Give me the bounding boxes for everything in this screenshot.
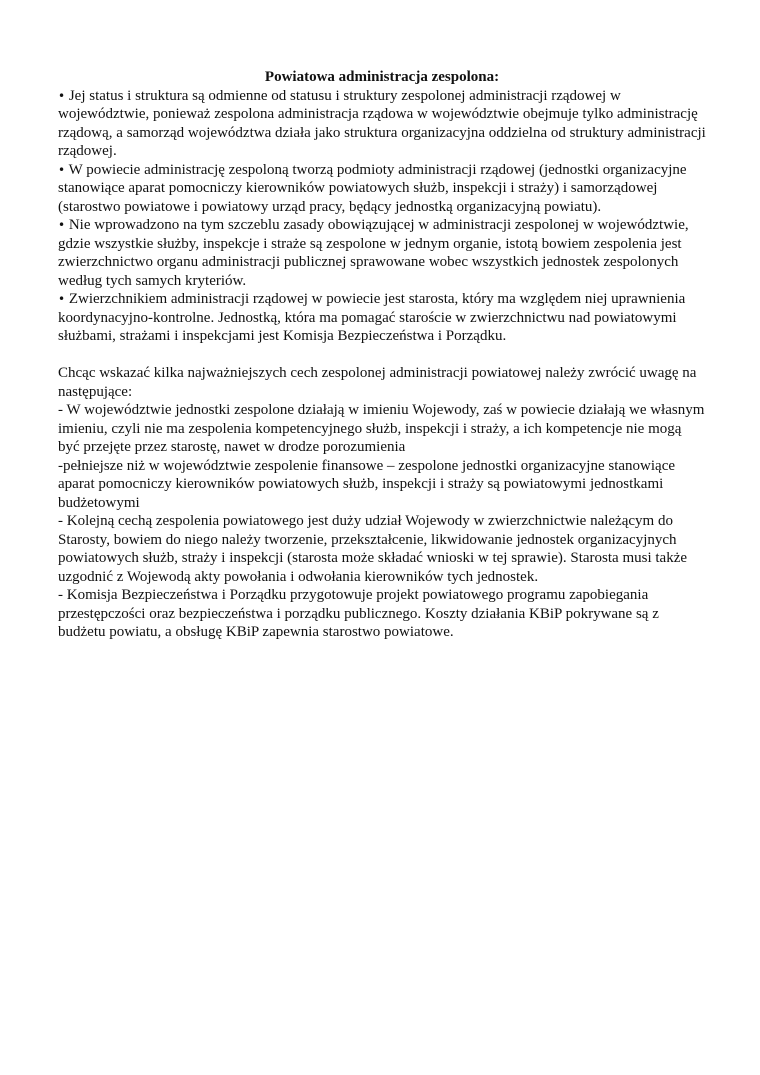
bullet-text: W powiecie administrację zespoloną tworzą podmioty administracji rządowej (jednostki organizacyjne stanowiące aparat pomocniczy kierowników powiatowych służb, inspekcji i straży) i samorządowej (starostwo powiatowe i powiatowy urząd pracy, będący jednostką organizacyjną powiatu). xyxy=(58,161,687,215)
bullet-icon: • xyxy=(58,292,66,306)
bullet-icon: • xyxy=(58,162,66,177)
bullet-icon: • xyxy=(58,88,66,103)
bullet-paragraph xyxy=(58,161,706,217)
bullet-paragraph xyxy=(58,87,706,161)
point-paragraph: -pełniejsze niż w województwie zespolenie finansowe – zespolone jednostki organizacyjne stanowiące aparat pomocniczy kierowników powiatowych służb, inspekcji i straży są powiatowymi jednostkami budżetowymi xyxy=(58,457,676,511)
point-paragraph: - Komisja Bezpieczeństwa i Porządku przygotowuje projekt powiatowego programu zapobiegania przestępczości oraz bezpieczeństwa i porządku publicznego. Koszty działania KBiP pokrywane są z budżetu powiatu, a obsługę KBiP zapewnia starostwo powiatowe. xyxy=(58,587,659,640)
paragraph-spacer xyxy=(58,346,706,365)
bullet-text: Zwierzchnikiem administracji rządowej w powiecie jest starosta, który ma względem niej uprawnienia koordynacyjno-kontrolne. Jednostką, która ma pomagać staroście w zwierzchnictwu nad powiatowymi służbami, strażami i inspekcjami jest Komisja Bezpieczeństwa i Porządku. xyxy=(58,291,686,344)
bullet-text: Jej status i struktura są odmienne od statusu i struktury zespolonej administracji rządowej w województwie, ponieważ zespolona administracja rządowa w województwie obejmuje tylko administrację rządową, a samorząd województwa działa jako struktura organizacyjna oddzielna od struktury administracji rządowej. xyxy=(58,87,706,159)
point-paragraph: - W województwie jednostki zespolone działają w imieniu Wojewody, zaś w powiecie działają we własnym imieniu, czyli nie ma zespolenia kompetencyjnego służb, inspekcji i straży, a ich kompetencje nie mogą być przejęte przez starostę, nawet w drodze porozumienia xyxy=(58,402,705,455)
point-paragraph: - Kolejną cechą zespolenia powiatowego jest duży udział Wojewody w zwierzchnictwie należącym do Starosty, bowiem do niego należy tworzenie, przekształcenie, likwidowanie jednostek organizacyjnych powiatowych służb, straży i inspekcji (starosta może składać wnioski w tej sprawie). Starosta musi także uzgodnić z Wojewodą akty powołania i odwołania kierowników tych jednostek. xyxy=(58,513,688,585)
bullet-icon: • xyxy=(58,218,66,232)
intro-paragraph: Chcąc wskazać kilka najważniejszych cech zespolonej administracji powiatowej należy zwrócić uwagę na następujące: xyxy=(58,365,697,400)
document-body xyxy=(58,68,706,642)
bullet-text: Nie wprowadzono na tym szczeblu zasady obowiązującej w administracji zespolonej w województwie, gdzie wszystkie służby, inspekcje i straże są zespolone w jednym organie, istotą bowiem zespolenia jest zwierzchnictwo organu administracji publicznej sprawowane wobec wszystkich jednostek zespolonych według tych samych kryteriów. xyxy=(58,217,689,289)
document-title: Powiatowa administracja zespolona: xyxy=(264,69,500,85)
bullet-paragraph xyxy=(58,290,706,346)
bullet-paragraph xyxy=(58,216,706,290)
